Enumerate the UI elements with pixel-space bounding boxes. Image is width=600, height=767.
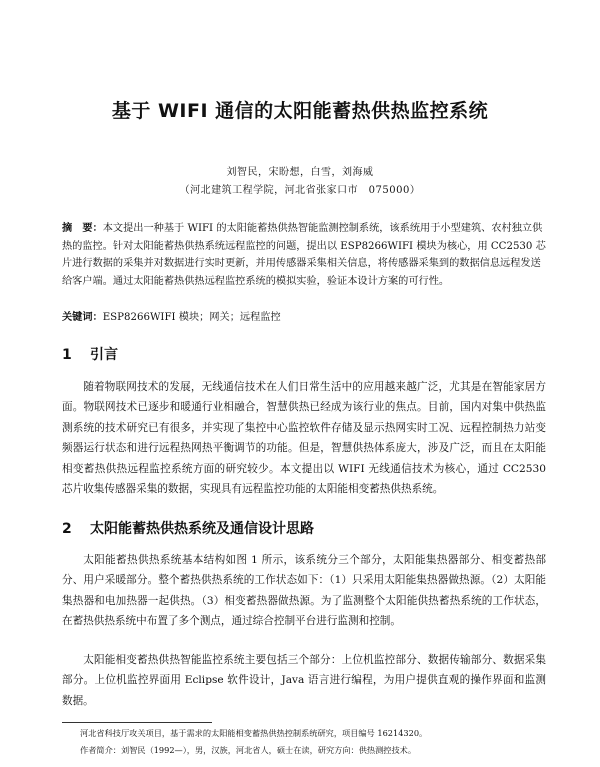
section-1-heading [62, 344, 118, 364]
author-affiliation: （河北建筑工程学院，河北省张家口市 075000） [179, 185, 421, 196]
section-2-paragraph-1: 太阳能蓄热供热系统基本结构如图 1 所示，该系统分三个部分，太阳能集热器部分、相变蓄热部分、用户采暖部分。整个蓄热供热系统的工作状态如下：（1）只采用太阳能集热器做热源。（2）太阳能集热器和电加热器一起供热。（3）相变蓄热器做热源。为了监测整个太阳能供热蓄热系统的工作状态，在蓄热供热系统中布置了多个测点，通过综合控制平台进行监测和控制。 [62, 554, 546, 628]
abstract [62, 220, 546, 290]
footnote-funding: 河北省科技厅攻关项目，基于需求的太阳能相变蓄热供热控制系统研究，项目编号 16214320。 [80, 728, 428, 738]
footnote-divider [62, 722, 212, 723]
section-2-paragraph-2: 太阳能相变蓄热供热智能监控系统主要包括三个部分：上位机监控部分、数据传输部分、数据采集部分。上位机监控界面用 Eclipse 软件设计，Java 语言进行编程，为用户提供直观的操作界面和监测数据。 [62, 654, 546, 707]
section-1-paragraph: 随着物联网技术的发展，无线通信技术在人们日常生活中的应用越来越广泛，尤其是在智能家居方面。物联网技术已逐步和暖通行业相融合，智慧供热已经成为该行业的焦点。目前，国内对集中供热监测系统的技术研究已有很多，并实现了集控中心监控软件存储及显示热网实时工况、远程控制热力站变频器运行状态和进行远程热网热平衡调节的功能。但是，智慧供热体系庞大，涉及广泛，而且在太阳能相变蓄热供热远程监控系统方面的研究较少。本文提出以 WIFI 无线通信技术为核心，通过 CC2530 芯片收集传感器采集的数据，实现具有远程监控功能的太阳能相变蓄热供热系统。 [62, 381, 546, 496]
keywords [62, 308, 546, 323]
abstract-label: 摘 要： [62, 223, 103, 234]
abstract-text: 本文提出一种基于 WIFI 的太阳能蓄热供热智能监测控制系统，该系统用于小型建筑、农村独立供热的监控。针对太阳能蓄热供热系统远程监控的问题，提出以 ESP8266WIFI 模块为核心，用 CC2530 芯片进行数据的采集并对数据进行实时更新，并用传感器采集相关信息，将传感器采集到的数据信息远程发送给客户端。通过太阳能蓄热供热远程监控系统的模拟实验，验证本设计方案的可行性。 [62, 223, 546, 287]
section-2-heading [62, 518, 314, 538]
footnote-author-bio: 作者简介：刘智民（1992—），男，汉族，河北省人，硕士在读，研究方向：供热测控技术。 [80, 745, 417, 755]
author-list: 刘智民，宋盼想，白雪，刘海威 [226, 167, 374, 178]
paper-title: 基于 WIFI 通信的太阳能蓄热供热监控系统 [111, 100, 489, 122]
section-2-number: 2 [62, 521, 72, 537]
section-1-title: 引言 [90, 347, 118, 363]
keywords-label: 关键词： [62, 312, 103, 323]
section-2-title: 太阳能蓄热供热系统及通信设计思路 [90, 521, 314, 537]
section-1-number: 1 [62, 347, 72, 363]
keywords-text: ESP8266WIFI 模块；网关；远程监控 [102, 312, 281, 323]
